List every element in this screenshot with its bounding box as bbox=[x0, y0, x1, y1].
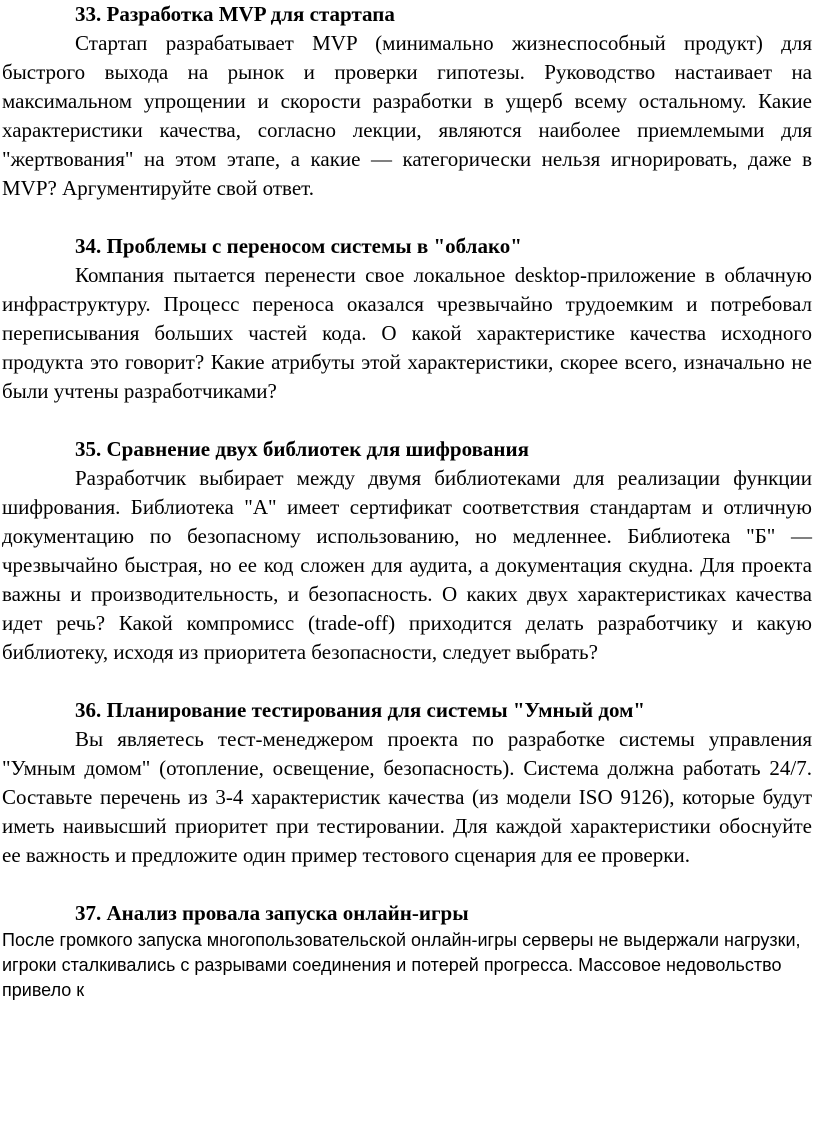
task-body: Вы являетесь тест-менеджером проекта по разработке системы управления "Умным домом" (отопление, освещение, безопасность). Система должна работать 24/7. Составьте перечень из 3-4 характеристик качества (из модели ISO 9126), которые будут иметь наивысший приоритет при тестировании. Для каждой характеристики обоснуйте ее важность и предложите один пример тестового сценария для ее проверки. bbox=[2, 727, 812, 867]
task-title: 33. Разработка MVP для стартапа bbox=[75, 2, 395, 26]
task-35 bbox=[2, 435, 812, 667]
task-title: 37. Анализ провала запуска онлайн-игры bbox=[75, 901, 469, 925]
task-body: После громкого запуска многопользовательской онлайн-игры серверы не выдержали нагрузки, игроки сталкивались с разрывами соединения и потерей прогресса. Массовое недовольство привело к bbox=[2, 930, 801, 1000]
task-body: Стартап разрабатывает MVP (минимально жизнеспособный продукт) для быстрого выхода на рынок и проверки гипотезы. Руководство настаивает на максимальном упрощении и скорости разработки в ущерб всему остальному. Какие характеристики качества, согласно лекции, являются наиболее приемлемыми для "жертвования" на этом этапе, а какие — категорически нельзя игнорировать, даже в MVP? Аргументируйте свой ответ. bbox=[2, 31, 812, 200]
paragraph-spacer bbox=[2, 406, 812, 435]
paragraph-spacer bbox=[2, 667, 812, 696]
task-title: 34. Проблемы с переносом системы в "облако" bbox=[75, 234, 522, 258]
paragraph-spacer bbox=[2, 870, 812, 899]
task-title: 35. Сравнение двух библиотек для шифрования bbox=[75, 437, 529, 461]
task-title: 36. Планирование тестирования для системы "Умный дом" bbox=[75, 698, 646, 722]
paragraph-spacer bbox=[2, 203, 812, 232]
task-36 bbox=[2, 696, 812, 870]
task-34 bbox=[2, 232, 812, 406]
task-body: Разработчик выбирает между двумя библиотеками для реализации функции шифрования. Библиотека "А" имеет сертификат соответствия стандартам и отличную документацию по безопасному использованию, но медленнее. Библиотека "Б" — чрезвычайно быстрая, но ее код сложен для аудита, а документация скудна. Для проекта важны и производительность, и безопасность. О каких двух характеристиках качества идет речь? Какой компромисс (trade-off) приходится делать разработчику и какую библиотеку, исходя из приоритета безопасности, следует выбрать? bbox=[2, 466, 812, 664]
task-33 bbox=[2, 0, 812, 203]
task-body: Компания пытается перенести свое локальное desktop-приложение в облачную инфраструктуру. Процесс переноса оказался чрезвычайно трудоемким и потребовал переписывания больших частей кода. О какой характеристике качества исходного продукта это говорит? Какие атрибуты этой характеристики, скорее всего, изначально не были учтены разработчиками? bbox=[2, 263, 812, 403]
task-37 bbox=[2, 899, 812, 1003]
